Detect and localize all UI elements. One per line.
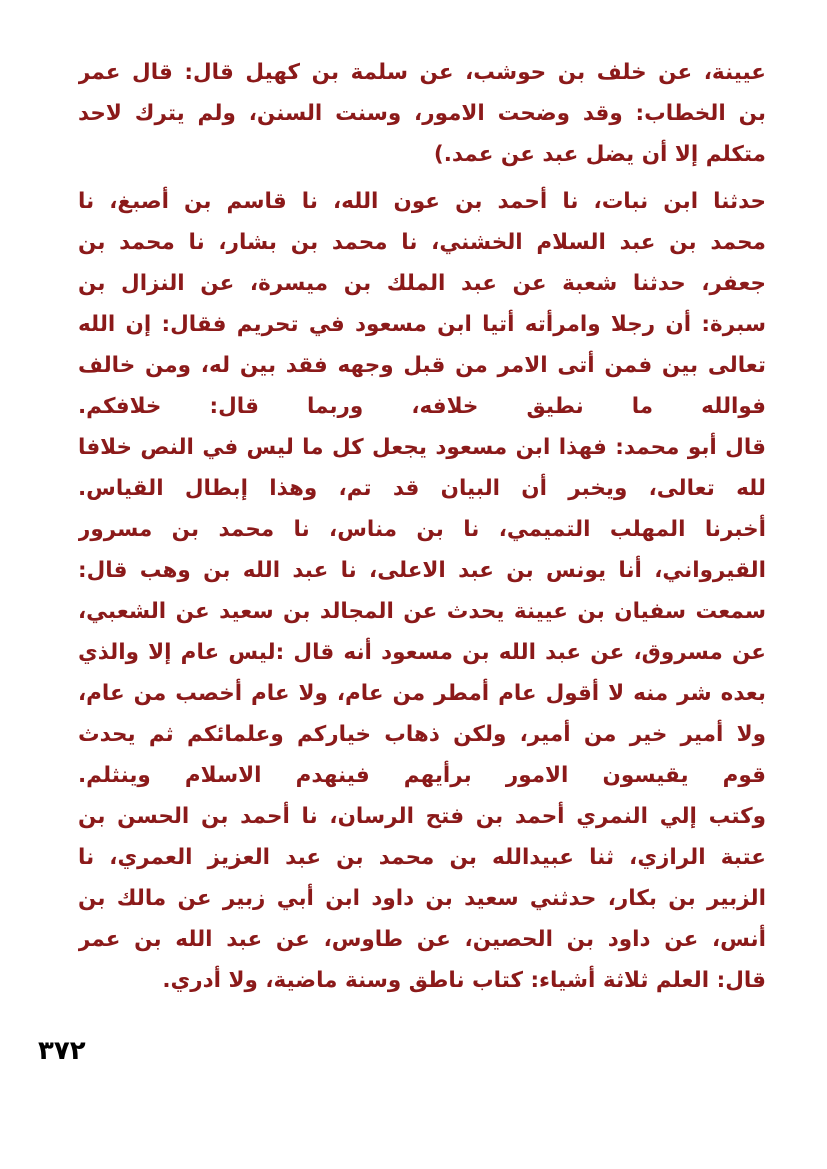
text-line: وكتب إلي النمري أحمد بن فتح الرسان، نا أحمد بن الحسن بن (78, 804, 766, 829)
text-line: القيرواني، أنا يونس بن عبد الاعلى، نا عبد الله بن وهب قال: (78, 558, 766, 583)
text-line: أنس، عن داود بن الحصين، عن طاوس، عن عبد الله بن عمر (78, 927, 766, 952)
document-body (78, 52, 766, 1001)
text-line: عيينة، عن خلف بن حوشب، عن سلمة بن كهيل قال: قال عمر (78, 60, 766, 85)
text-line: الزبير بن بكار، حدثني سعيد بن داود ابن أبي زبير عن مالك بن (78, 886, 766, 911)
text-line: عتبة الرازي، ثنا عبيدالله بن محمد بن عبد العزيز العمري، نا (78, 845, 766, 870)
text-line: عن مسروق، عن عبد الله بن مسعود أنه قال :ليس عام إلا والذي (78, 640, 766, 665)
text-line: حدثنا ابن نبات، نا أحمد بن عون الله، نا قاسم بن أصبغ، نا (78, 189, 766, 214)
text-line: قوم يقيسون الامور برأيهم فينهدم الاسلام وينثلم. (78, 763, 766, 788)
text-line: أخبرنا المهلب التميمي، نا بن مناس، نا محمد بن مسرور (78, 517, 766, 542)
text-line: محمد بن عبد السلام الخشني، نا محمد بن بشار، نا محمد بن (78, 230, 766, 255)
text-line: بن الخطاب: وقد وضحت الامور، وسنت السنن، ولم يترك لاحد (78, 101, 766, 126)
text-line: سبرة: أن رجلا وامرأته أتيا ابن مسعود في تحريم فقال: إن الله (78, 312, 766, 337)
text-line: جعفر، حدثنا شعبة عن عبد الملك بن ميسرة، عن النزال بن (78, 271, 766, 296)
text-line: قال أبو محمد: فهذا ابن مسعود يجعل كل ما ليس في النص خلافا (78, 435, 766, 460)
text-line: لله تعالى، ويخبر أن البيان قد تم، وهذا إبطال القياس. (78, 476, 766, 501)
text-line: فوالله ما نطيق خلافه، وربما قال: خلافكم. (78, 394, 766, 419)
paragraph-2 (78, 181, 766, 1001)
text-line: بعده شر منه لا أقول عام أمطر من عام، ولا عام أخصب من عام، (78, 681, 766, 706)
text-line: سمعت سفيان بن عيينة يحدث عن المجالد بن سعيد عن الشعبي، (78, 599, 766, 624)
paragraph-1 (78, 52, 766, 175)
text-line: ولا أمير خير من أمير، ولكن ذهاب خياركم وعلمائكم ثم يحدث (78, 722, 766, 747)
text-line: تعالى بين فمن أتى الامر من قبل وجهه فقد بين له، ومن خالف (78, 353, 766, 378)
page-number: ٣٧٢ (38, 1036, 86, 1066)
text-line: متكلم إلا أن يضل عبد عن عمد.) (433, 142, 766, 167)
text-line: قال: العلم ثلاثة أشياء: كتاب ناطق وسنة ماضية، ولا أدري. (162, 968, 766, 993)
